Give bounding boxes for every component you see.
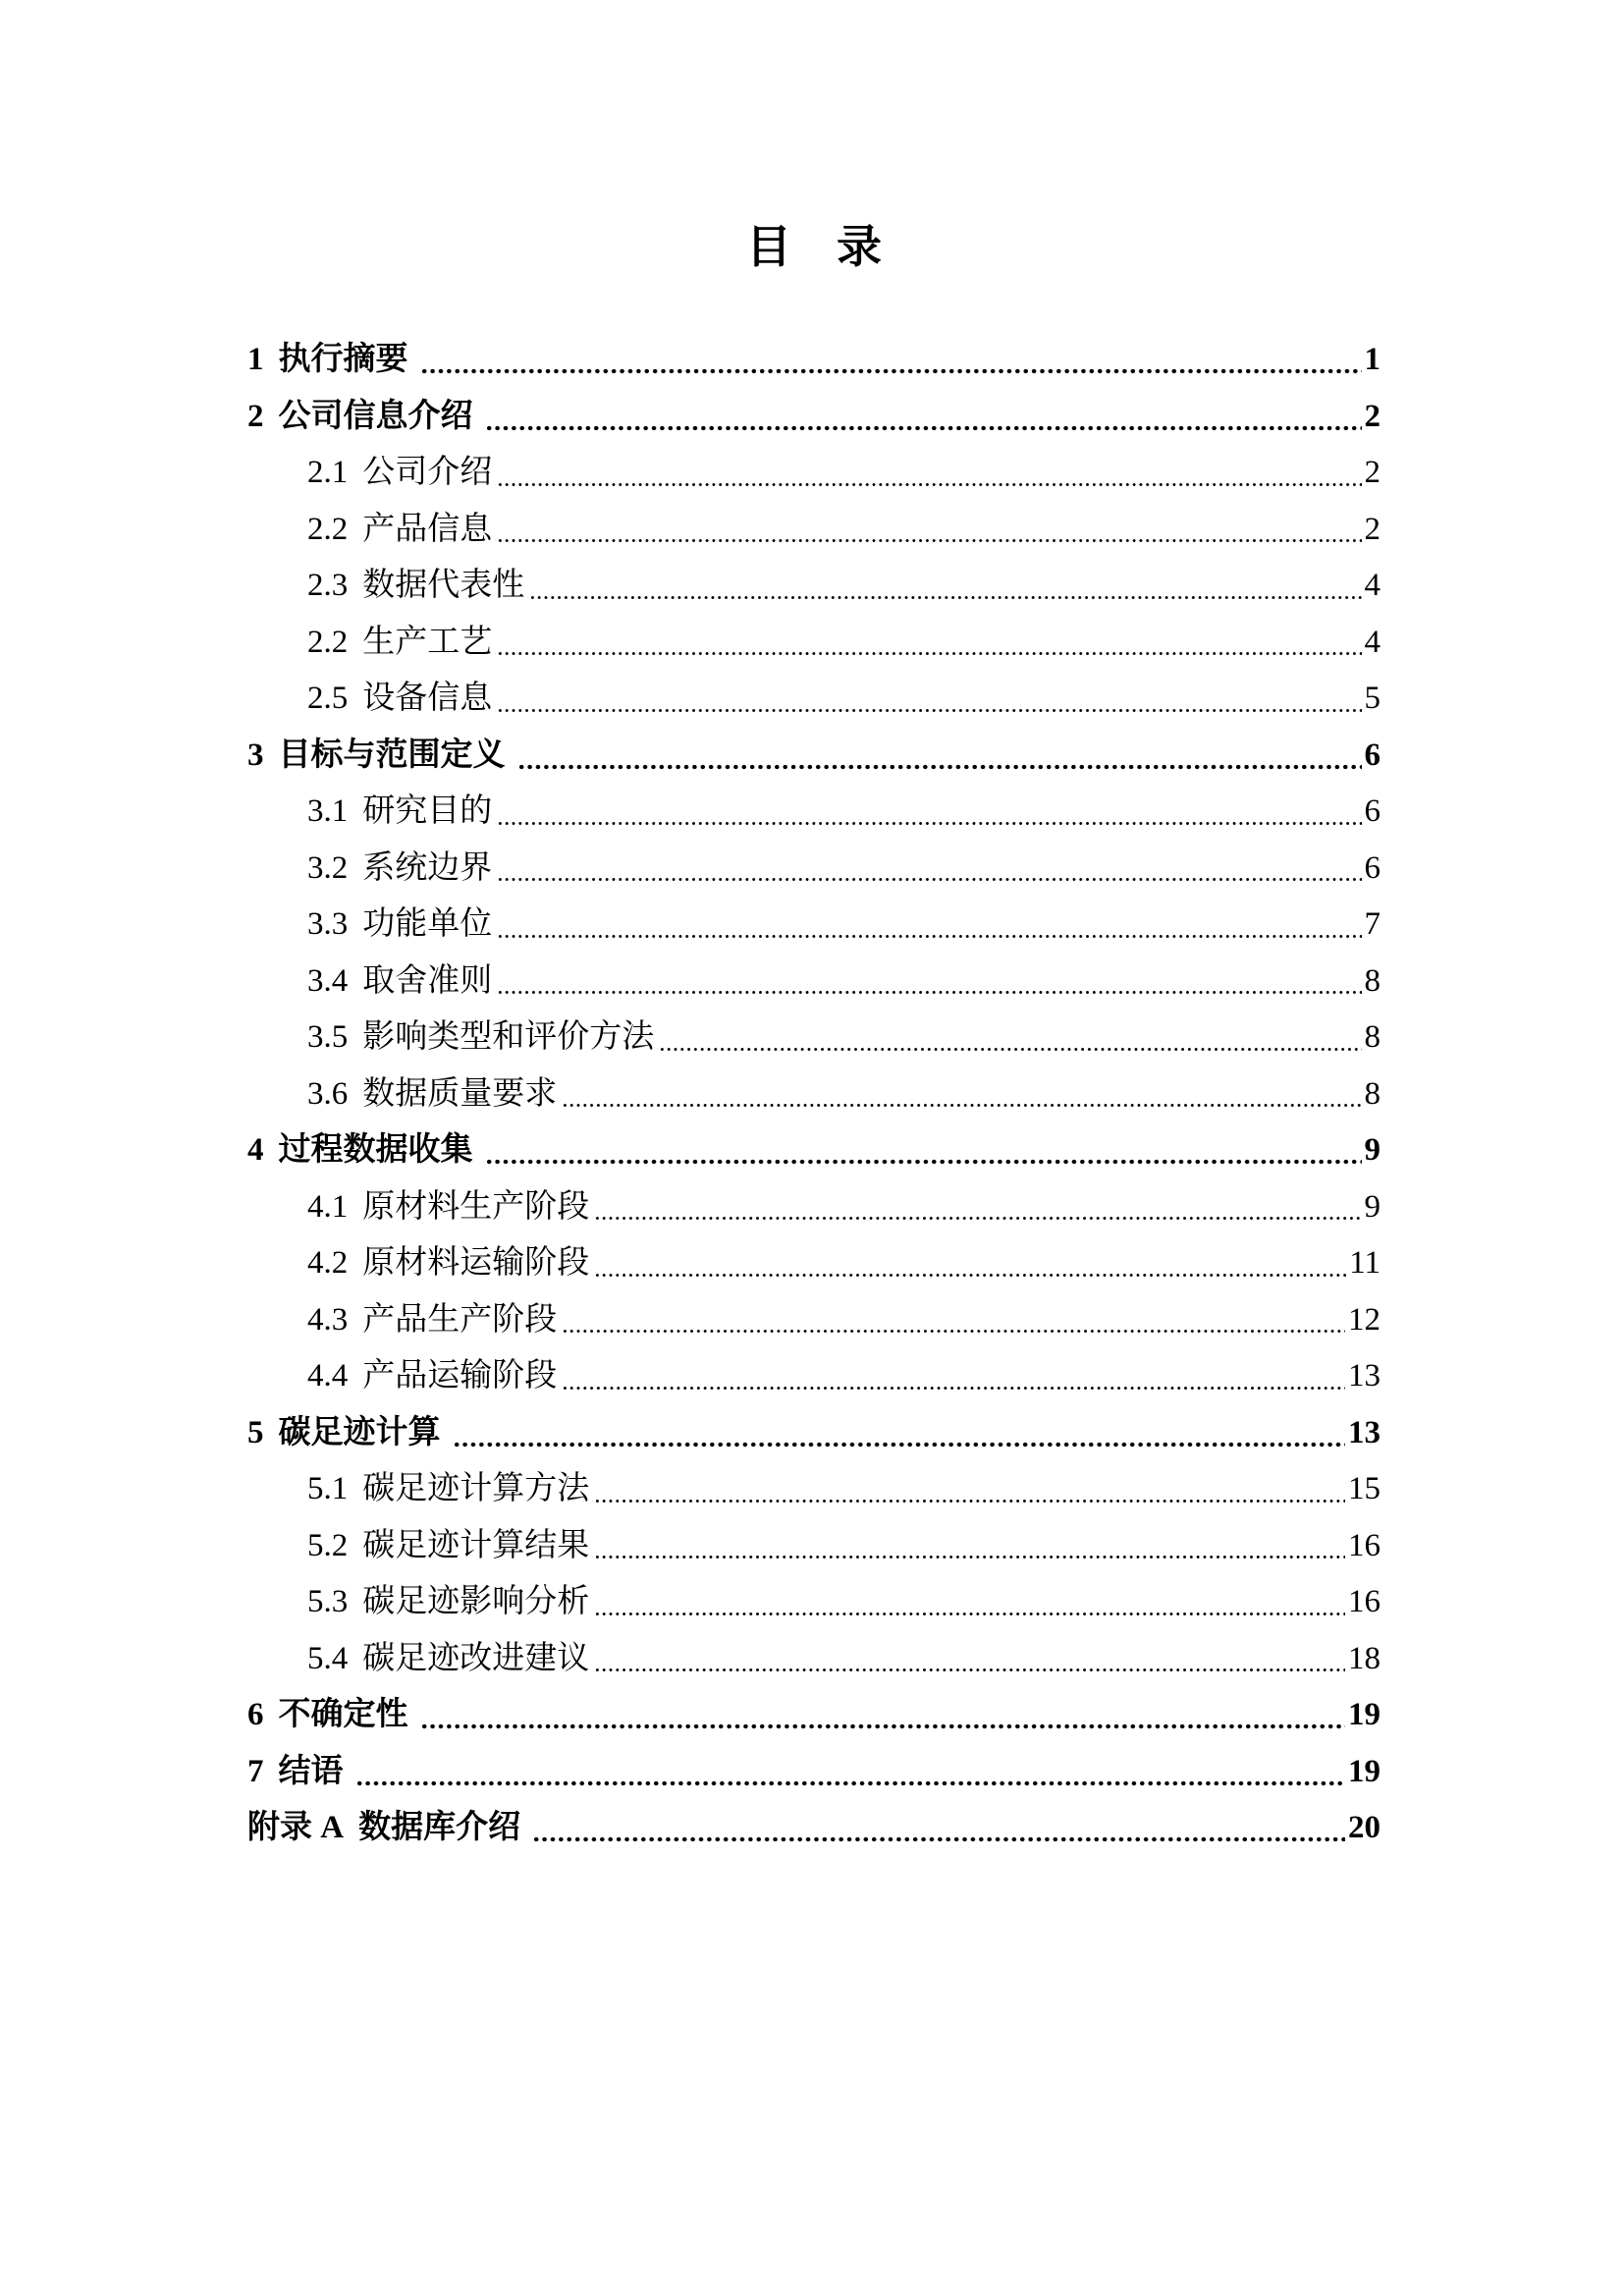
toc-entry-page-number: 1 bbox=[1364, 342, 1380, 377]
toc-entry bbox=[247, 841, 1380, 898]
toc-entry-number: 2.1 bbox=[307, 455, 349, 490]
toc-entry-page-number: 19 bbox=[1348, 1753, 1380, 1789]
toc-entry bbox=[247, 784, 1380, 841]
toc-entry bbox=[247, 502, 1380, 559]
toc-entry bbox=[247, 332, 1380, 389]
toc-entry-page-number: 11 bbox=[1349, 1245, 1380, 1281]
toc-entry-number: 3.4 bbox=[307, 962, 349, 999]
toc-entry-label: 数据库介绍 bbox=[358, 1810, 521, 1845]
leader-dots bbox=[495, 445, 1361, 502]
leader-dots bbox=[495, 841, 1361, 898]
toc-entry bbox=[247, 389, 1380, 446]
toc-entry-number: 4.3 bbox=[307, 1301, 349, 1338]
toc-entry-number: 3.1 bbox=[307, 793, 349, 829]
toc-entry-label: 产品信息 bbox=[362, 511, 493, 547]
toc-entry bbox=[247, 728, 1380, 785]
leader-dots bbox=[418, 1687, 1346, 1744]
toc-entry-page-number: 4 bbox=[1364, 568, 1380, 603]
toc-entry-number: 2 bbox=[247, 398, 264, 434]
toc-entry-page-number: 9 bbox=[1364, 1132, 1380, 1168]
leader-dots bbox=[483, 389, 1362, 446]
toc-entry bbox=[247, 1631, 1380, 1688]
toc-entry bbox=[247, 1066, 1380, 1123]
toc-entry bbox=[247, 1461, 1380, 1518]
toc-entry-page-number: 8 bbox=[1364, 1075, 1380, 1112]
leader-dots bbox=[515, 728, 1362, 785]
leader-dots bbox=[418, 332, 1362, 389]
table-of-contents bbox=[247, 218, 1380, 1857]
toc-entry-page-number: 13 bbox=[1348, 1358, 1380, 1394]
toc-title: 目 录 bbox=[746, 222, 882, 272]
toc-entry-page-number: 6 bbox=[1364, 737, 1380, 773]
toc-entry-label: 原材料运输阶段 bbox=[362, 1245, 590, 1281]
toc-entry-page-number: 5 bbox=[1364, 681, 1380, 716]
leader-dots bbox=[657, 1010, 1361, 1066]
toc-entry-label: 研究目的 bbox=[362, 793, 493, 829]
toc-entry bbox=[247, 1687, 1380, 1744]
toc-entry-number: 4.2 bbox=[307, 1245, 349, 1281]
leader-dots bbox=[592, 1574, 1345, 1631]
toc-list bbox=[247, 332, 1380, 1857]
toc-entry bbox=[247, 954, 1380, 1011]
leader-dots bbox=[560, 1066, 1361, 1123]
toc-entry-page-number: 8 bbox=[1364, 1019, 1380, 1055]
toc-entry bbox=[247, 445, 1380, 502]
toc-entry-page-number: 15 bbox=[1348, 1471, 1380, 1506]
toc-entry bbox=[247, 671, 1380, 728]
toc-entry-number: 2.2 bbox=[307, 624, 349, 660]
toc-entry-number: 5 bbox=[247, 1414, 264, 1450]
toc-entry-page-number: 18 bbox=[1348, 1640, 1380, 1676]
toc-entry-label: 数据质量要求 bbox=[362, 1075, 558, 1112]
toc-entry-label: 数据代表性 bbox=[362, 568, 525, 603]
toc-entry-label: 目标与范围定义 bbox=[278, 737, 506, 773]
toc-entry bbox=[247, 1744, 1380, 1801]
toc-entry-number: 2.5 bbox=[307, 681, 349, 716]
toc-entry bbox=[247, 1235, 1380, 1292]
toc-entry-number: 6 bbox=[247, 1697, 264, 1732]
toc-entry-page-number: 4 bbox=[1364, 624, 1380, 660]
toc-entry bbox=[247, 1122, 1380, 1179]
leader-dots bbox=[527, 558, 1361, 615]
leader-dots bbox=[592, 1518, 1345, 1575]
toc-entry-label: 碳足迹计算方法 bbox=[362, 1471, 590, 1506]
toc-entry-page-number: 13 bbox=[1348, 1414, 1380, 1450]
toc-entry-number: 5.1 bbox=[307, 1471, 349, 1506]
toc-entry-number: 5.4 bbox=[307, 1640, 349, 1676]
toc-entry-label: 碳足迹计算结果 bbox=[362, 1527, 590, 1563]
toc-entry-page-number: 16 bbox=[1348, 1527, 1380, 1563]
leader-dots bbox=[353, 1744, 1346, 1801]
toc-entry-number: 5.3 bbox=[307, 1584, 349, 1619]
toc-entry-label: 产品生产阶段 bbox=[362, 1301, 558, 1338]
toc-entry bbox=[247, 1518, 1380, 1575]
leader-dots bbox=[495, 615, 1361, 672]
toc-entry-number: 2.2 bbox=[307, 511, 349, 547]
toc-entry bbox=[247, 1179, 1380, 1236]
leader-dots bbox=[495, 784, 1361, 841]
leader-dots bbox=[560, 1348, 1345, 1405]
leader-dots bbox=[592, 1461, 1345, 1518]
toc-entry-number: 4.4 bbox=[307, 1358, 349, 1394]
toc-entry bbox=[247, 558, 1380, 615]
toc-entry-page-number: 6 bbox=[1364, 849, 1380, 886]
toc-entry-page-number: 2 bbox=[1364, 511, 1380, 547]
toc-entry bbox=[247, 1010, 1380, 1066]
toc-entry-label: 原材料生产阶段 bbox=[362, 1188, 590, 1225]
toc-entry-number: 4.1 bbox=[307, 1188, 349, 1225]
toc-entry bbox=[247, 615, 1380, 672]
toc-entry bbox=[247, 1348, 1380, 1405]
toc-entry-label: 设备信息 bbox=[362, 681, 493, 716]
toc-entry-number: 3.3 bbox=[307, 906, 349, 942]
toc-entry-label: 影响类型和评价方法 bbox=[362, 1019, 655, 1055]
leader-dots bbox=[560, 1292, 1345, 1349]
toc-entry-page-number: 2 bbox=[1364, 398, 1380, 434]
toc-entry-label: 不确定性 bbox=[278, 1697, 408, 1732]
toc-entry-label: 碳足迹影响分析 bbox=[362, 1584, 590, 1619]
toc-entry bbox=[247, 1292, 1380, 1349]
toc-entry-page-number: 6 bbox=[1364, 793, 1380, 829]
leader-dots bbox=[592, 1179, 1361, 1236]
toc-entry-page-number: 12 bbox=[1348, 1301, 1380, 1338]
toc-entry-number: 2.3 bbox=[307, 568, 349, 603]
toc-entry-number: 3.2 bbox=[307, 849, 349, 886]
leader-dots bbox=[495, 897, 1361, 954]
toc-entry-label: 取舍准则 bbox=[362, 962, 493, 999]
toc-entry-number: 1 bbox=[247, 342, 264, 377]
leader-dots bbox=[592, 1631, 1345, 1688]
toc-entry-label: 碳足迹改进建议 bbox=[362, 1640, 590, 1676]
toc-entry-number: 7 bbox=[247, 1753, 264, 1789]
toc-entry-number: 3.6 bbox=[307, 1075, 349, 1112]
leader-dots bbox=[530, 1800, 1345, 1857]
leader-dots bbox=[495, 671, 1361, 728]
toc-entry-page-number: 19 bbox=[1348, 1697, 1380, 1732]
toc-entry-label: 产品运输阶段 bbox=[362, 1358, 558, 1394]
toc-entry-label: 碳足迹计算 bbox=[278, 1414, 441, 1450]
toc-entry-page-number: 9 bbox=[1364, 1188, 1380, 1225]
toc-entry-number: 3.5 bbox=[307, 1019, 349, 1055]
leader-dots bbox=[592, 1235, 1346, 1292]
toc-entry bbox=[247, 1800, 1380, 1857]
leader-dots bbox=[495, 502, 1361, 559]
toc-entry-page-number: 16 bbox=[1348, 1584, 1380, 1619]
toc-entry-label: 结语 bbox=[278, 1753, 344, 1789]
toc-entry-label: 公司信息介绍 bbox=[278, 398, 473, 434]
leader-dots bbox=[495, 954, 1361, 1011]
toc-entry-number: 3 bbox=[247, 737, 264, 773]
toc-entry-number: 5.2 bbox=[307, 1527, 349, 1563]
leader-dots bbox=[483, 1122, 1362, 1179]
leader-dots bbox=[451, 1405, 1346, 1462]
toc-entry-label: 功能单位 bbox=[362, 906, 493, 942]
toc-entry-label: 过程数据收集 bbox=[278, 1132, 473, 1168]
toc-entry-label: 生产工艺 bbox=[362, 624, 493, 660]
toc-entry-page-number: 20 bbox=[1348, 1810, 1380, 1845]
toc-entry-label: 公司介绍 bbox=[362, 455, 493, 490]
toc-entry-page-number: 7 bbox=[1364, 906, 1380, 942]
toc-entry-label: 系统边界 bbox=[362, 849, 493, 886]
toc-entry bbox=[247, 1574, 1380, 1631]
toc-entry bbox=[247, 1405, 1380, 1462]
toc-entry bbox=[247, 897, 1380, 954]
toc-entry-page-number: 8 bbox=[1364, 962, 1380, 999]
toc-entry-number: 4 bbox=[247, 1132, 264, 1168]
toc-entry-page-number: 2 bbox=[1364, 455, 1380, 490]
toc-entry-label: 执行摘要 bbox=[278, 342, 408, 377]
toc-entry-number: 附录 A bbox=[247, 1810, 345, 1845]
